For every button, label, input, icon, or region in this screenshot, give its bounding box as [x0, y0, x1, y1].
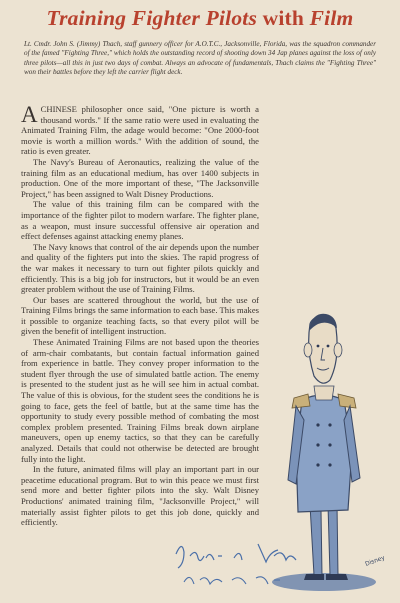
- paragraph-4: The Navy knows that control of the air depends upon the number and quality of the fighters put into the skies. The rapid progress of the war makes it necessary to turn out fighter pilots quickly and efficiently. This is a big job for instructors, but it would be an even greater problem without the use of Training Films.: [21, 241, 259, 295]
- paragraph-7: In the future, animated films will play an important part in our peacetime educational program. But to win this peace we must first send more and better fighter pilots into the sky. Walt Disney Productions' animated training film, "Jacksonville Project," will materially assist fighter pilots to get this job done, quickly and efficiently.: [21, 464, 259, 528]
- title-part-1: Training Fighter Pilots: [46, 6, 258, 30]
- paragraph-3: The value of this training film can be compared with the importance of the fighter pilot to modern warfare. The fighter plane, as a weapon, must insure successful offensive air operation and effect defenses against attacking enemy planes.: [21, 199, 259, 242]
- title-part-3: Film: [309, 6, 354, 30]
- intro-blurb: Lt. Cmdr. John S. (Jimmy) Thach, staff gunnery officer for A.O.T.C., Jacksonville, Florida, was the squadron commander of the famed "Fighting Three," which holds the outstanding record of shooting down 34 Jap planes against the loss of only three pilots—all this in just two days of combat. Always an advocate of fundamentals, Thach claims the "Fighting Three" won their battles before they left the carrier flight deck.: [24, 40, 376, 76]
- paragraph-2: The Navy's Bureau of Aeronautics, realizing the value of the training film as an educational medium, has over 1400 subjects in production. One of the more important of these, "The Jacksonville Project," has been assigned to Walt Disney Productions.: [21, 156, 259, 199]
- paragraph-6: These Animated Training Films are not based upon the theories of arm-chair combatants, but contain factual information gained from experience in battle. They convey proper information to the student flyer through the use of simulated battle action. The enemy is presented to the student just as he will see him in actual combat. The value of this is obvious, for the student sees the conditions he is going to face, gets the feel of battle, but at the same time has the opportunity to study every possible method of combating the most complex problem presented. Training Films break down airplane maneuvers, open up enemy tactics, so that they can be carefully analyzed. Details that could not otherwise be detected are brought fully into the light.: [21, 337, 259, 464]
- paragraph-1: [21, 104, 385, 157]
- paragraph-5: Our bases are scattered throughout the world, but the use of Training Films brings the same information to each base. This makes it possible to organize teaching facts, so that every pilot will be given the benefit of intelligent instruction.: [21, 294, 259, 337]
- paragraph-1-lead: CHINESE: [40, 104, 77, 114]
- title-part-2: with: [262, 6, 305, 30]
- paragraph-1-text: philosopher once said, "One picture is worth a thousand words." If the same ratio were used in evaluating the Animated Training Film, the adage would become: "One 2000-foot movie is worth a million words." With the addition of sound, the ratio is even greater.: [21, 104, 259, 157]
- signature-icon: [170, 534, 330, 594]
- drop-cap: A: [21, 102, 38, 127]
- svg-text:Disney: Disney: [364, 554, 386, 568]
- page-title: [0, 6, 400, 31]
